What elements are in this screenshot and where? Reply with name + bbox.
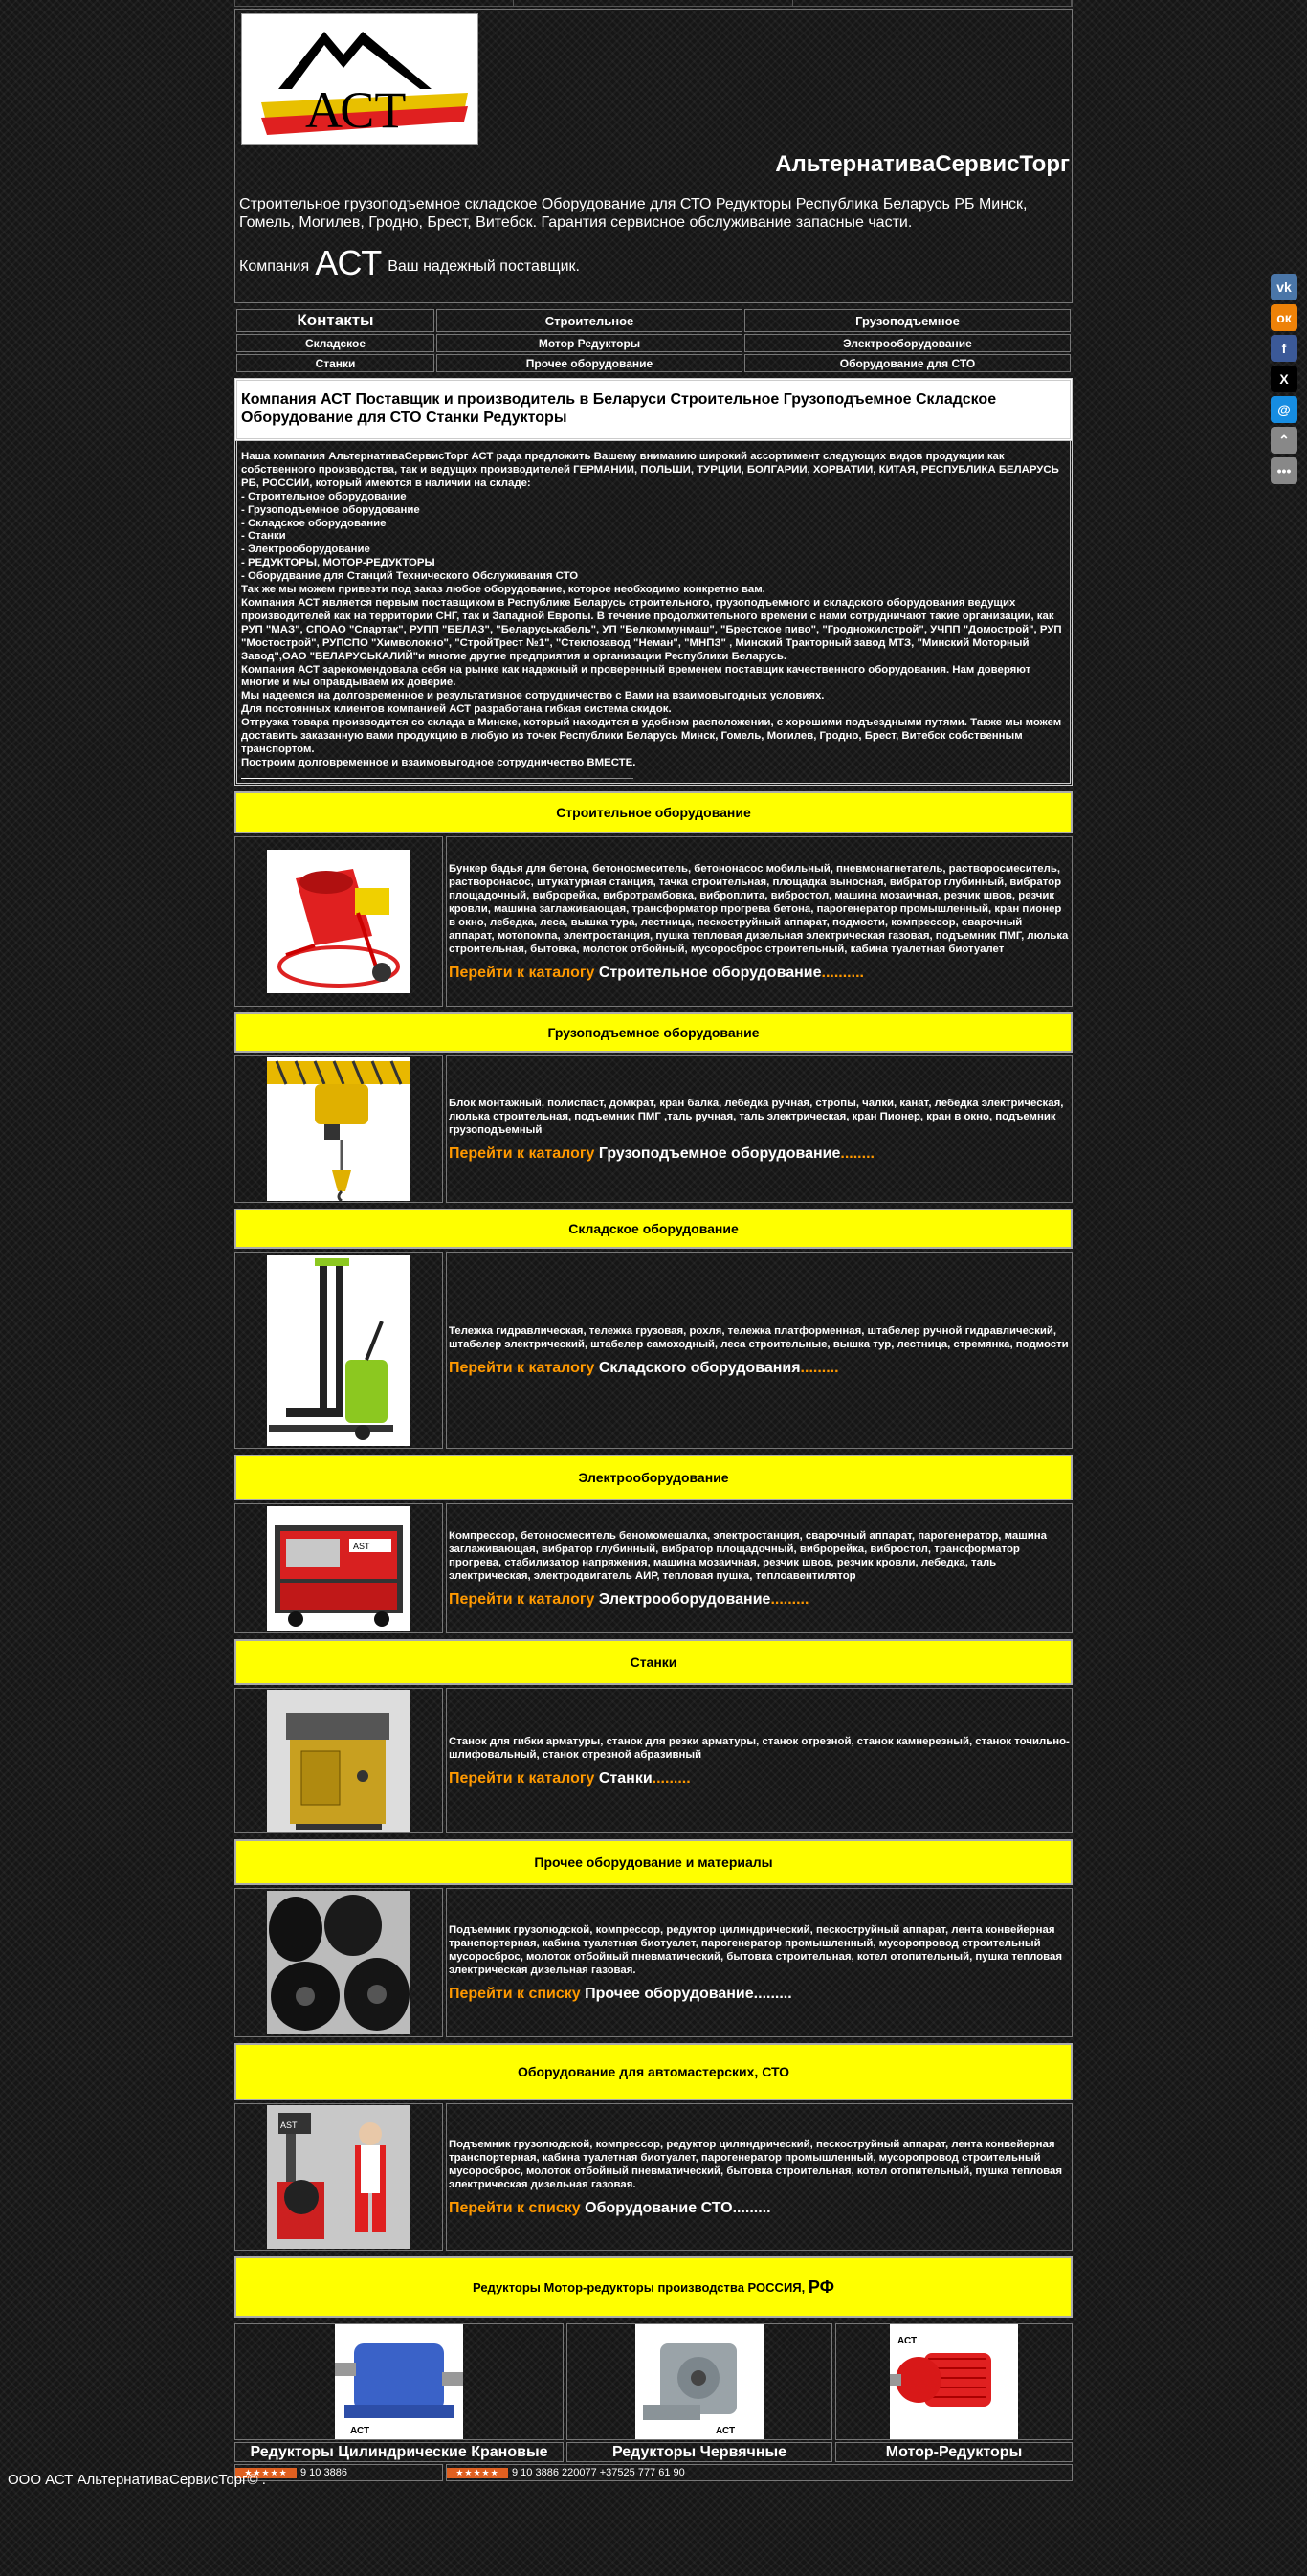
section-text-cell: [446, 1888, 1073, 2037]
link-dots: .........: [753, 1985, 792, 2002]
reducers-title-rf: РФ: [808, 2276, 835, 2297]
catalog-link-other[interactable]: [449, 1985, 1070, 2002]
concrete-mixer-image[interactable]: [267, 850, 410, 993]
menu-lifting[interactable]: Грузоподъемное: [744, 309, 1071, 332]
section-header-machines[interactable]: Станки: [234, 1639, 1073, 1685]
catalog-link-machines[interactable]: [449, 1769, 1070, 1787]
section-row-electrical: [234, 1503, 1073, 1633]
site-description: Строительное грузоподъемное складское Оборудование для СТО Редукторы Республика Беларусь РБ Минск, Гомель, Могилев, Гродно, Брест, Витебск. Гарантия сервисное обслуживание запасные части.: [239, 196, 1028, 231]
counters: [234, 2464, 1073, 2481]
section-header-sto[interactable]: Оборудование для автомастерских, СТО: [234, 2043, 1073, 2100]
reducer-label-worm[interactable]: Редукторы Червячные: [566, 2442, 832, 2462]
section-description: Станок для гибки арматуры, станок для резки арматуры, станок отрезной, станок камнерезный, станок точильно-шлифовальный, станок отрезной абразивный: [449, 1736, 1070, 1762]
section-image-cell: [234, 1688, 443, 1833]
reducer-cell: [234, 2323, 564, 2440]
intro-line: Так же мы можем привезти под заказ любое оборудование, которое необходимо конкретно вам.: [241, 584, 765, 596]
link-dots: ........: [840, 1144, 875, 1162]
section-image-cell: [234, 1252, 443, 1449]
reducer-label-cylindrical[interactable]: Редукторы Цилиндрические Крановые: [234, 2442, 564, 2462]
page-container: [233, 0, 1074, 2481]
logo-text: АСТ: [305, 81, 407, 139]
link-dots: .........: [652, 1769, 691, 1787]
section-header-lifting[interactable]: Грузоподъемное оборудование: [234, 1012, 1073, 1053]
section-row-sto: [234, 2103, 1073, 2251]
stacker-image[interactable]: [267, 1255, 410, 1446]
intro-line: - Складское оборудование: [241, 517, 387, 529]
menu-construction[interactable]: Строительное: [436, 309, 742, 332]
section-row-lifting: [234, 1055, 1073, 1203]
link-name[interactable]: Грузоподъемное оборудование: [598, 1144, 841, 1162]
x-icon[interactable]: X: [1271, 366, 1297, 392]
reducers-images: [234, 2323, 1073, 2440]
tagline: [239, 243, 580, 283]
menu-electrical[interactable]: Электрооборудование: [744, 334, 1071, 352]
top-border: [234, 0, 1073, 7]
section-text-cell: [446, 836, 1073, 1007]
svg-text:AST: AST: [353, 1542, 370, 1551]
section-image-cell: [234, 1503, 443, 1633]
link-prefix[interactable]: Перейти к каталогу: [449, 1769, 595, 1787]
link-prefix[interactable]: Перейти к каталогу: [449, 1359, 595, 1376]
section-header-electrical[interactable]: Электрооборудование: [234, 1455, 1073, 1500]
cylindrical-reducer-image[interactable]: [335, 2324, 463, 2439]
section-description: Бункер бадья для бетона, бетоносмеситель, бетононасос мобильный, пневмонагнетатель, растворосмеситель, растворонасос, штукатурная станция, тачка строительная, площадка выносная, вибратор глубинный, вибратор площадочный, виброрейка, вибротрамбовка, виброплита, вибростол, машина мозаичная, резчик швов, резчик кровли, машина заглаживающая, трансформатор прогрева бетона, парогенератор промышленный, кран пионер в окно, лебедка, леса, вышка тура, лестница, пескоструйный аппарат, подмости, компрессор, сварочный аппарат, мотопомпа, электростанция, пушка тепловая дизельная электрическая газовая, подъемник ПМГ, люлька строительная, бытовка, молоток отбойный, мусоросброс строительный, кабина туалетная биотуалет: [449, 863, 1069, 955]
intro-line: - Строительное оборудование: [241, 490, 407, 502]
rating-stars-icon: ★★★★★: [235, 2468, 297, 2478]
section-text-cell: [446, 1252, 1073, 1449]
tagline-prefix: Компания: [239, 258, 310, 275]
section-text-cell: [446, 2103, 1073, 2251]
section-text-cell: [446, 1055, 1073, 1203]
link-name[interactable]: Оборудование СТО: [585, 2199, 733, 2216]
reducer-badge: АСТ: [897, 2336, 918, 2346]
header: [234, 9, 1073, 303]
tagline-suffix: Ваш надежный поставщик.: [388, 258, 580, 275]
link-dots: .........: [732, 2199, 771, 2216]
intro-line: Для постоянных клиентов компанией АСТ разработана гибкая система скидок.: [241, 703, 672, 716]
link-prefix[interactable]: Перейти к каталогу: [449, 1144, 595, 1162]
company-name: АльтернативаСервисТорг: [775, 151, 1070, 177]
facebook-icon[interactable]: f: [1271, 335, 1297, 362]
menu-other[interactable]: Прочее оборудование: [436, 354, 742, 372]
main-menu: [234, 307, 1073, 374]
intro-line: Построим долговременное и взаимовыгодное сотрудничество ВМЕСТЕ.: [241, 756, 636, 768]
section-text-cell: [446, 1688, 1073, 1833]
reducer-cell: [566, 2323, 832, 2440]
reducers-title: Редукторы Мотор-редукторы производства РОССИЯ,: [472, 2279, 806, 2295]
catalog-link-electrical[interactable]: [449, 1590, 1070, 1608]
section-image-cell: [234, 2103, 443, 2251]
link-name[interactable]: Прочее оборудование: [585, 1985, 754, 2002]
section-image-cell: [234, 1888, 443, 2037]
intro-line: - Грузоподъемное оборудование: [241, 503, 420, 516]
intro-line: Наша компания АльтернативаСервисТорг АСТ рада предложить Вашему вниманию широкий ассортимент следующих видов продукции как собственного производства, так и ведущих производителей ГЕРМАНИИ, ПОЛЬШИ, ТУРЦИИ, БОЛГАРИИ, ХОРВАТИИ, КИТАЯ, РЕСПУБЛИКА БЕЛАРУСЬ РБ, РОССИИ, который имеются в наличии на складе:: [241, 451, 1059, 489]
section-header-other[interactable]: Прочее оборудование и материалы: [234, 1839, 1073, 1885]
section-description: Подъемник грузолюдской, компрессор, редуктор цилиндрический, пескоструйный аппарат, лента конвейерная транспортерная, кабина туалетная биотуалет, парогенератор промышленный, мусоропровод строительный мусоросброс, молоток отбойный пневматический, бытовка строительная, котел отопительный, пушка тепловая электрическая дизельная газовая.: [449, 1924, 1063, 1976]
section-header-warehouse[interactable]: Складское оборудование: [234, 1209, 1073, 1249]
machine-tool-image[interactable]: [267, 1690, 410, 1832]
conveyor-belt-image[interactable]: [267, 1891, 410, 2034]
reducers-header[interactable]: [234, 2256, 1073, 2318]
electric-hoist-image[interactable]: [267, 1057, 410, 1201]
reducer-badge: АСТ: [350, 2426, 370, 2436]
section-description: Блок монтажный, полиспаст, домкрат, кран балка, лебедка ручная, стропы, чалки, канат, лебедка электрическая, люлька строительная, подъемник ПМГ ,таль ручная, таль электрическая, кран Пионер, кран в окно, подъемник грузоподъемный: [449, 1098, 1064, 1136]
tagline-brand: АСТ: [315, 243, 383, 282]
tire-changer-image[interactable]: [267, 2105, 410, 2249]
reducer-badge: АСТ: [716, 2426, 736, 2436]
section-description: Подъемник грузолюдской, компрессор, редуктор цилиндрический, пескоструйный аппарат, лента конвейерная транспортерная, кабина туалетная биотуалет, парогенератор промышленный, мусоропровод строительный мусоросброс, молоток отбойный пневматический, бытовка строительная, котел отопительный, пушка тепловая электрическая дизельная газовая.: [449, 2139, 1063, 2190]
intro-line: Отгрузка товара производится со склада в Минске, который находится в удобном расположении, с хорошими подъездными путями. Также мы можем доставить заказанную вами продукцию в любую из точек Республики Беларусь Минск, Гомель, Могилев, Гродно, Брест, Витебск собственным транспортом.: [241, 717, 1062, 755]
livejournal-icon[interactable]: ⌃: [1271, 427, 1297, 454]
footer-copyright: ООО АСТ АльтернативаСервисТорг© .: [8, 2472, 266, 2488]
share-bar: [1271, 274, 1301, 488]
reducer-labels: [234, 2442, 1073, 2462]
link-dots: .........: [770, 1590, 809, 1608]
link-dots: ..........: [821, 964, 864, 981]
rating-stars-icon: ★★★★★: [447, 2468, 508, 2478]
intro-line: - Станки: [241, 530, 286, 543]
section-image-cell: [234, 1055, 443, 1203]
menu-sto[interactable]: Оборудование для СТО: [744, 354, 1071, 372]
menu-contacts[interactable]: Контакты: [236, 309, 434, 332]
section-header-construction[interactable]: Строительное оборудование: [234, 791, 1073, 833]
menu-machines[interactable]: Станки: [236, 354, 434, 372]
section-row-machines: [234, 1688, 1073, 1833]
divider: [241, 778, 633, 779]
intro-line: Компания АСТ является первым поставщиком в Республике Беларусь строительного, грузоподъемного и складского оборудования ведущих производителей как на территории СНГ, так и Западной Европы. В течение продолжительного времени с нами сотрудничают такие организации, как РУП "МАЗ", СПОАО "Спартак", РУПП "БЕЛАЗ", "Беларуськабель", УП "Белкоммунмаш", "Брестское пиво", "Гродножилстрой", УЧПП "Домострой", РУП "Мостострой", РУПСПО "Химволокно", "СтройТрест №1", "Стеклозавод "Неман", "МНПЗ" , Минский Тракторный завод МТЗ, "Минский Моторный Завод",ОАО "БЕЛАРУСЬКАЛИЙ"и многие другие предприятия и организации Республики Беларусь.: [241, 596, 1062, 662]
menu-motor-reducers[interactable]: Мотор Редукторы: [436, 334, 742, 352]
mail-icon[interactable]: @: [1271, 396, 1297, 423]
counter-left-text: 9 10 3886: [300, 2467, 347, 2478]
menu-warehouse[interactable]: Складское: [236, 334, 434, 352]
link-prefix[interactable]: Перейти к каталогу: [449, 964, 595, 981]
intro-line: - РЕДУКТОРЫ, МОТОР-РЕДУКТОРЫ: [241, 557, 435, 569]
section-description: Тележка гидравлическая, тележка грузовая, рохля, тележка платформенная, штабелер ручной гидравлический, штабелер электрический, штабелер самоходный, леса строительные, вышка тур, лестница, стремянка, подмости: [449, 1325, 1069, 1351]
logo[interactable]: [241, 13, 478, 145]
catalog-link-lifting[interactable]: [449, 1144, 1070, 1162]
intro-line: Мы надеемся на долговременное и результативное сотрудничество с Вами на взаимовыгодных условиях.: [241, 690, 825, 702]
link-prefix[interactable]: Перейти к списку: [449, 1985, 581, 2002]
link-prefix[interactable]: Перейти к каталогу: [449, 1590, 595, 1608]
catalog-link-warehouse[interactable]: [449, 1359, 1070, 1376]
section-row-other: [234, 1888, 1073, 2037]
worm-reducer-image[interactable]: [635, 2324, 764, 2439]
section-description: Компрессор, бетоносмеситель беномомешалка, электростанция, сварочный аппарат, парогенератор, машина заглаживающая, вибратор глубинный, вибратор площадочный, виброрейка, вибростол, трансформатор прогрева, стабилизатор напряжения, машина мозаичная, резчик швов, резчик кровли, лебедка, таль электрическая, электродвигатель АИР, тепловая пушка, теплоавентилятор: [449, 1530, 1047, 1582]
intro-line: - Оборудвание для Станций Технического Обслуживания СТО: [241, 570, 579, 583]
section-row-construction: [234, 836, 1073, 1007]
motor-reducer-image[interactable]: [890, 2324, 1018, 2439]
counter-right-text: 9 10 3886 220077 +37525 777 61 90: [512, 2467, 685, 2478]
intro-title: Компания АСТ Поставщик и производитель в Беларуси Строительное Грузоподъемное Складское Оборудование для СТО Станки Редукторы: [234, 378, 1073, 441]
catalog-link-construction[interactable]: [449, 966, 1070, 980]
generator-image[interactable]: [267, 1506, 410, 1631]
reducer-cell: [835, 2323, 1073, 2440]
link-dots: .........: [800, 1359, 839, 1376]
link-prefix[interactable]: Перейти к списку: [449, 2199, 581, 2216]
svg-text:AST: AST: [280, 2121, 298, 2130]
intro-line: Компания АСТ зарекомендовала себя на рынке как надежный и проверенный временем поставщик качественного оборудования. Нам доверяют многие и мы оправдываем их доверие.: [241, 663, 1031, 689]
counter-right[interactable]: [446, 2464, 1073, 2481]
intro-text: [234, 441, 1073, 786]
intro-line: - Электрооборудование: [241, 544, 370, 556]
catalog-link-sto[interactable]: [449, 2199, 1070, 2216]
link-name[interactable]: Станки: [598, 1769, 653, 1787]
reducer-label-motor[interactable]: Мотор-Редукторы: [835, 2442, 1073, 2462]
section-text-cell: [446, 1503, 1073, 1633]
section-row-warehouse: [234, 1252, 1073, 1449]
ast-logo-icon: [242, 14, 477, 144]
odnoklassniki-icon[interactable]: ок: [1271, 304, 1297, 331]
more-icon[interactable]: •••: [1271, 457, 1297, 484]
section-image-cell: [234, 836, 443, 1007]
vk-icon[interactable]: vk: [1271, 274, 1297, 300]
link-name[interactable]: Складского оборудования: [598, 1359, 801, 1376]
link-name[interactable]: Строительное оборудование: [598, 964, 822, 981]
link-name[interactable]: Электрооборудование: [598, 1590, 771, 1608]
